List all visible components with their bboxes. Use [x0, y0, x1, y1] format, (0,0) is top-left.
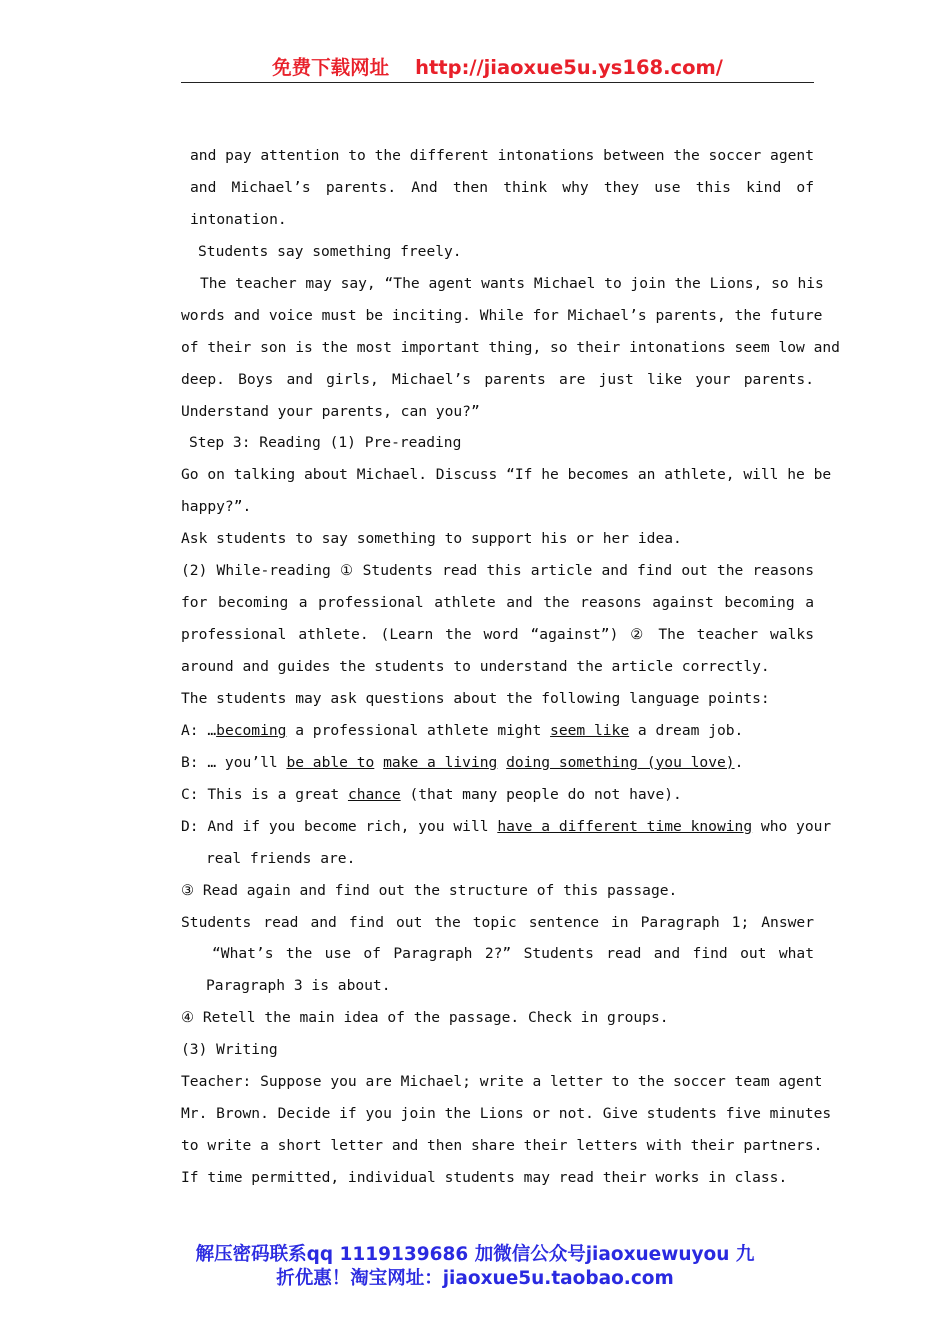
- text-line: The students may ask questions about the following language points:: [181, 689, 770, 707]
- underlined-phrase: make a living: [383, 753, 498, 771]
- underlined-phrase: seem like: [550, 721, 630, 739]
- text-segment: a professional athlete might: [286, 721, 551, 739]
- language-point-c: [181, 779, 814, 811]
- page-header: [181, 50, 814, 83]
- text-line: The teacher may say, “The agent wants Michael to join the Lions, so his: [200, 274, 824, 292]
- text-segment: [497, 754, 506, 771]
- text-segment: who your: [752, 817, 832, 835]
- text-segment: (that many people do not have).: [400, 785, 682, 803]
- document-body: [181, 140, 840, 1194]
- text-segment: [374, 754, 383, 771]
- text-line: Ask students to say something to support his or her idea.: [181, 530, 682, 548]
- text-line: Understand your parents, can you?”: [181, 402, 480, 420]
- underlined-phrase: doing something (you love): [506, 753, 735, 771]
- text-line: “What’s the use of Paragraph 2?” Students read and find out what: [212, 945, 814, 963]
- text-line: Students say something freely.: [198, 242, 462, 260]
- text-line: Paragraph 3 is about.: [206, 977, 391, 995]
- text-segment: A: …: [181, 721, 217, 739]
- text-line: to write a short letter and then share their letters with their partners.: [181, 1137, 823, 1155]
- underlined-phrase: have a different time knowing: [497, 817, 753, 835]
- text-line: Teacher: Suppose you are Michael; write a letter to the soccer team agent: [181, 1073, 823, 1091]
- text-line: ③ Read again and find out the structure of this passage.: [181, 881, 678, 899]
- text-line: and pay attention to the different intonations between the soccer agent: [190, 147, 814, 164]
- text-line: happy?”.: [181, 498, 252, 516]
- language-point-d: [181, 811, 832, 843]
- text-segment: C: This is a great: [181, 785, 348, 803]
- text-segment: D: And if you become rich, you will: [181, 817, 498, 835]
- text-line: real friends are.: [206, 849, 356, 867]
- underlined-phrase: chance: [347, 785, 401, 803]
- text-line: If time permitted, individual students may read their works in class.: [181, 1169, 788, 1186]
- language-point-b: [181, 747, 814, 779]
- text-line: and Michael’s parents. And then think why they use this kind of: [190, 178, 814, 196]
- text-line: of their son is the most important thing, so their intonations seem low and: [181, 338, 840, 356]
- language-point-a: [181, 715, 814, 747]
- text-line: around and guides the students to understand the article correctly.: [181, 658, 770, 675]
- underlined-phrase: be able to: [286, 753, 375, 771]
- text-line: Go on talking about Michael. Discuss “If he becomes an athlete, will he be: [181, 466, 832, 484]
- text-line: (2) While-reading ① Students read this article and find out the reasons: [181, 562, 814, 580]
- text-line: ④ Retell the main idea of the passage. Check in groups.: [181, 1009, 669, 1027]
- text-segment: B: … you’ll: [181, 753, 287, 771]
- header-url-link[interactable]: http://jiaoxue5u.ys168.com/: [415, 56, 723, 79]
- text-line: words and voice must be inciting. While for Michael’s parents, the future: [181, 306, 823, 324]
- text-segment: a dream job.: [629, 721, 744, 739]
- footer-contact: 解压密码联系qq 1119139686 加微信公众号jiaoxuewuyou 九: [195, 1244, 755, 1265]
- text-segment: .: [734, 753, 744, 771]
- text-line: Mr. Brown. Decide if you join the Lions or not. Give students five minutes: [181, 1105, 832, 1123]
- text-line: for becoming a professional athlete and the reasons against becoming a: [181, 594, 814, 612]
- text-line: intonation.: [190, 210, 287, 228]
- underlined-phrase: becoming: [216, 721, 287, 739]
- header-label: 免费下载网址: [272, 56, 390, 79]
- footer-shop-link[interactable]: 折优惠！淘宝网址：jiaoxue5u.taobao.com: [276, 1268, 674, 1289]
- writing-heading: (3) Writing: [181, 1041, 278, 1059]
- text-line: deep. Boys and girls, Michael’s parents are just like your parents.: [181, 370, 814, 388]
- text-line: professional athlete. (Learn the word “against”) ② The teacher walks: [181, 626, 814, 644]
- text-line: Students read and find out the topic sentence in Paragraph 1; Answer: [181, 913, 814, 931]
- step-heading: Step 3: Reading (1) Pre-reading: [189, 434, 462, 452]
